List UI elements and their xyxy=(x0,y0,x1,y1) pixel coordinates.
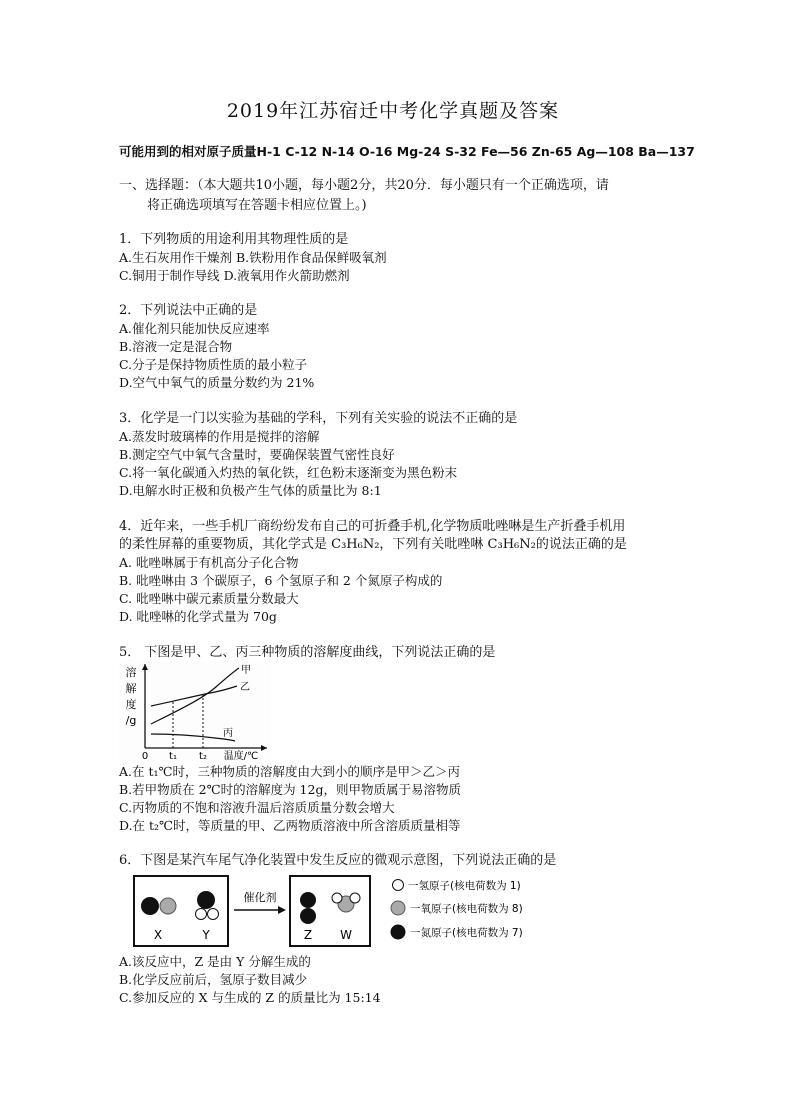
question-stem-line-1: 4．近年来，一些手机厂商纷纷发布自己的可折叠手机,化学物质吡唑啉是生产折叠手机用 xyxy=(119,519,626,534)
origin-label: 0 xyxy=(141,751,149,762)
legend-nitrogen-icon xyxy=(391,925,406,940)
option: A.蒸发时玻璃棒的作用是搅拌的溶解 xyxy=(119,429,320,444)
catalyst-label: 催化剂 xyxy=(243,891,277,904)
option: C.丙物质的不饱和溶液升温后溶质质量分数会增大 xyxy=(119,800,395,815)
option: B.测定空气中氧气含量时，要确保装置气密性良好 xyxy=(119,447,395,462)
option: C.铜用于制作导线 D.液氧用作火箭助燃剂 xyxy=(119,268,350,283)
y-axis-label-char: /g xyxy=(125,714,137,727)
question-stem: 1．下列物质的用途利用其物理性质的是 xyxy=(119,232,349,247)
option: B.化学反应前后，氢原子数目减少 xyxy=(119,972,308,987)
option: B.溶液一定是混合物 xyxy=(119,339,233,354)
nitrogen-atom xyxy=(197,891,215,909)
question-2 xyxy=(119,302,679,392)
label-w: W xyxy=(340,928,352,942)
option: D.电解水时正极和负极产生气体的质量比为 8:1 xyxy=(119,483,382,498)
legend-nitrogen: 一氮原子(核电荷数为 7) xyxy=(410,927,523,939)
curve-label-yi: 乙 xyxy=(240,682,250,693)
option: C.将一氧化碳通入灼热的氧化铁，红色粉末逐渐变为黑色粉末 xyxy=(119,465,458,480)
option: C.分子是保持物质性质的最小粒子 xyxy=(119,357,308,372)
oxygen-atom xyxy=(160,898,176,914)
atomic-masses: 可能用到的相对原子质量H-1 C-12 N-14 O-16 Mg-24 S-32 Fe—56 Zn-65 Ag—108 Ba—137 xyxy=(119,144,695,159)
hydrogen-atom xyxy=(196,909,207,920)
option: A.催化剂只能加快反应速率 xyxy=(119,321,270,336)
page-title: 2019年江苏宿迁中考化学真题及答案 xyxy=(226,100,560,122)
reaction-arrowhead xyxy=(278,906,286,914)
option: B. 吡唑啉由 3 个碳原子，6 个氢原子和 2 个氮原子构成的 xyxy=(119,573,443,588)
hydrogen-atom xyxy=(208,909,219,920)
solubility-graph xyxy=(119,662,271,762)
question-stem: 5． 下图是甲、乙、丙三种物质的溶解度曲线，下列说法正确的是 xyxy=(119,645,496,660)
section-heading xyxy=(119,176,679,216)
label-x: X xyxy=(153,928,163,942)
t2-label: t₂ xyxy=(199,751,207,762)
y-axis-label-char: 解 xyxy=(125,682,137,695)
nitrogen-atom xyxy=(300,892,316,908)
question-6-options xyxy=(119,953,679,1007)
question-stem: 2．下列说法中正确的是 xyxy=(119,303,258,318)
option: A.该反应中，Z 是由 Y 分解生成的 xyxy=(119,954,311,969)
y-axis-label-char: 度 xyxy=(125,698,137,711)
legend-oxygen: 一氧原子(核电荷数为 8) xyxy=(410,903,523,915)
curve-label-bing: 丙 xyxy=(223,728,233,739)
question-6-stem xyxy=(119,852,679,870)
nitrogen-atom xyxy=(300,908,316,924)
label-y: Y xyxy=(202,928,210,942)
section-line-1: 一、选择题：（本大题共10小题，每小题2分，共20分．每小题只有一个正确选项，请 xyxy=(119,178,609,193)
option: A. 吡唑啉属于有机高分子化合物 xyxy=(119,555,299,570)
reaction-diagram xyxy=(130,873,550,951)
option: A.生石灰用作干燥剂 B.铁粉用作食品保鲜吸氧剂 xyxy=(119,250,387,265)
option: C.参加反应的 X 与生成的 Z 的质量比为 15:14 xyxy=(119,990,381,1005)
option: D.空气中氧气的质量分数约为 21% xyxy=(119,375,315,390)
option: A.在 t₁℃时，三种物质的溶解度由大到小的顺序是甲＞乙＞丙 xyxy=(119,764,460,779)
option: D. 吡唑啉的化学式量为 70g xyxy=(119,609,277,624)
hydrogen-atom xyxy=(350,893,360,903)
legend-hydrogen-icon xyxy=(393,880,404,891)
question-5-stem xyxy=(119,644,679,662)
option: D.在 t₂℃时，等质量的甲、乙两物质溶液中所含溶质质量相等 xyxy=(119,818,461,833)
question-4 xyxy=(119,518,679,626)
nitrogen-atom xyxy=(141,897,159,915)
question-1 xyxy=(119,231,679,285)
curve-label-jia: 甲 xyxy=(241,665,251,676)
hydrogen-atom xyxy=(332,893,342,903)
question-stem: 6．下图是某汽车尾气净化装置中发生反应的微观示意图，下列说法正确的是 xyxy=(119,853,557,868)
y-axis-label-char: 溶 xyxy=(125,666,137,679)
label-z: Z xyxy=(303,928,313,942)
t1-label: t₁ xyxy=(169,751,177,762)
legend-oxygen-icon xyxy=(391,901,405,915)
option: B.若甲物质在 2℃时的溶解度为 12g，则甲物质属于易溶物质 xyxy=(119,782,461,797)
question-5-options xyxy=(119,763,679,835)
question-stem-line-2: 的柔性屏幕的重要物质，其化学式是 C₃H₆N₂，下列有关吡唑啉 C₃H₆N₂的说法正确的是 xyxy=(119,537,627,552)
legend-hydrogen: 一氢原子(核电荷数为 1) xyxy=(408,880,521,892)
option: C. 吡唑啉中碳元素质量分数最大 xyxy=(119,591,299,606)
question-3 xyxy=(119,410,679,500)
section-line-2: 将正确选项填写在答题卡相应位置上。) xyxy=(147,198,367,213)
x-axis-label: 温度/℃ xyxy=(223,751,259,762)
question-stem: 3．化学是一门以实验为基础的学科，下列有关实验的说法不正确的是 xyxy=(119,411,518,426)
